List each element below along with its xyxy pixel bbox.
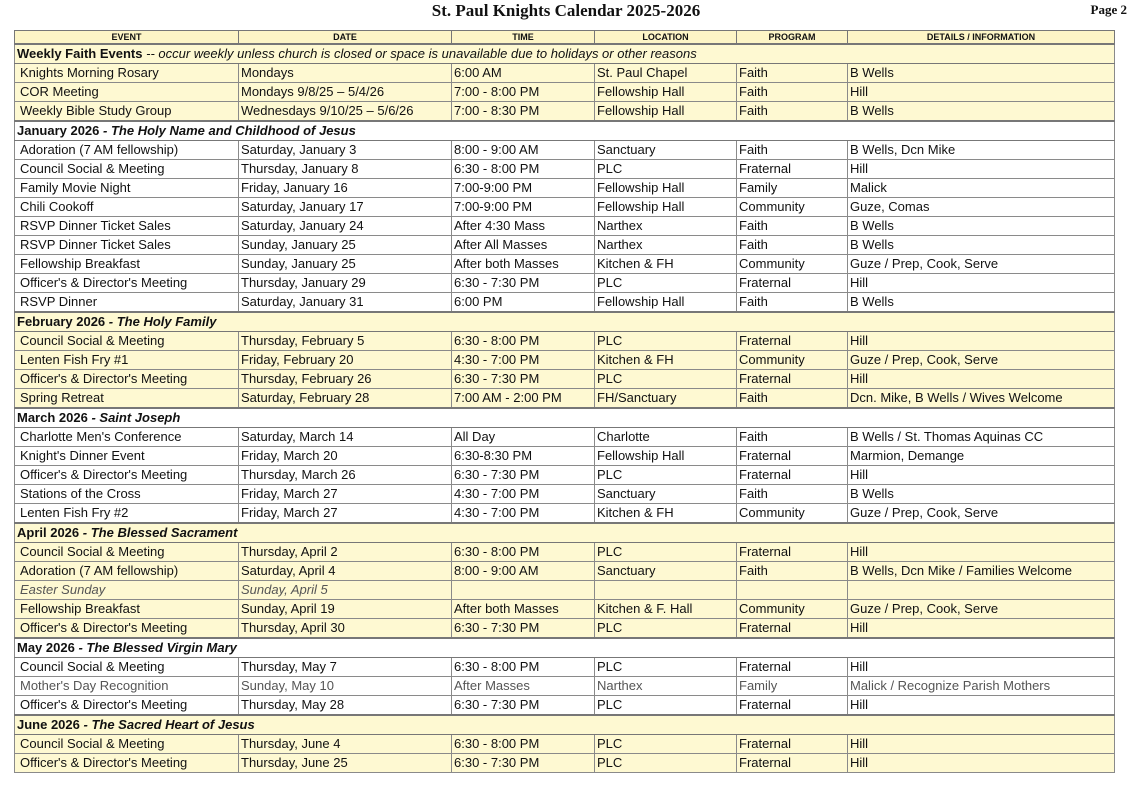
calendar-table xyxy=(14,30,1115,773)
cell-date: Friday, March 27 xyxy=(239,485,452,504)
cell-event: Lenten Fish Fry #1 xyxy=(15,351,239,370)
cell-date: Thursday, April 30 xyxy=(239,619,452,639)
cell-location: PLC xyxy=(595,754,737,773)
section-subtitle: - Saint Joseph xyxy=(91,410,181,425)
cell-time xyxy=(452,581,595,600)
cell-time: 6:30 - 8:00 PM xyxy=(452,332,595,351)
cell-event: Officer's & Director's Meeting xyxy=(15,466,239,485)
table-row xyxy=(15,198,1115,217)
cell-details: B Wells, Dcn Mike / Families Welcome xyxy=(848,562,1115,581)
cell-event: Knights Morning Rosary xyxy=(15,64,239,83)
cell-details: Hill xyxy=(848,658,1115,677)
cell-details: Hill xyxy=(848,370,1115,389)
cell-location: Narthex xyxy=(595,217,737,236)
cell-location: PLC xyxy=(595,274,737,293)
section-header xyxy=(15,715,1115,735)
cell-location: PLC xyxy=(595,370,737,389)
cell-details: Hill xyxy=(848,735,1115,754)
cell-location: Fellowship Hall xyxy=(595,83,737,102)
cell-time: 7:00 - 8:30 PM xyxy=(452,102,595,122)
cell-date: Friday, March 27 xyxy=(239,504,452,524)
cell-date: Saturday, February 28 xyxy=(239,389,452,409)
cell-location: Fellowship Hall xyxy=(595,447,737,466)
cell-event: Mother's Day Recognition xyxy=(15,677,239,696)
cell-program: Faith xyxy=(737,83,848,102)
section-title-cell xyxy=(15,312,1115,332)
cell-date: Thursday, March 26 xyxy=(239,466,452,485)
cell-location: Narthex xyxy=(595,677,737,696)
table-row xyxy=(15,332,1115,351)
cell-program: Community xyxy=(737,504,848,524)
cell-date: Thursday, June 25 xyxy=(239,754,452,773)
table-row xyxy=(15,274,1115,293)
cell-event: Council Social & Meeting xyxy=(15,332,239,351)
cell-program: Fraternal xyxy=(737,466,848,485)
table-row xyxy=(15,485,1115,504)
cell-date: Saturday, January 17 xyxy=(239,198,452,217)
cell-date: Thursday, June 4 xyxy=(239,735,452,754)
cell-program: Faith xyxy=(737,562,848,581)
section-header xyxy=(15,312,1115,332)
cell-program: Fraternal xyxy=(737,619,848,639)
section-title-cell xyxy=(15,44,1115,64)
table-row xyxy=(15,370,1115,389)
section-subtitle: - The Blessed Sacrament xyxy=(82,525,238,540)
cell-program: Fraternal xyxy=(737,735,848,754)
cell-program: Family xyxy=(737,179,848,198)
cell-program: Faith xyxy=(737,141,848,160)
cell-date: Thursday, May 7 xyxy=(239,658,452,677)
column-header-date: DATE xyxy=(239,31,452,45)
cell-time: 6:30 - 8:00 PM xyxy=(452,735,595,754)
table-row xyxy=(15,466,1115,485)
cell-details: Marmion, Demange xyxy=(848,447,1115,466)
cell-program: Fraternal xyxy=(737,370,848,389)
section-header xyxy=(15,638,1115,658)
cell-date: Saturday, January 31 xyxy=(239,293,452,313)
cell-time: 4:30 - 7:00 PM xyxy=(452,351,595,370)
cell-program: Fraternal xyxy=(737,696,848,716)
column-header-location: LOCATION xyxy=(595,31,737,45)
table-row xyxy=(15,351,1115,370)
cell-event: Adoration (7 AM fellowship) xyxy=(15,141,239,160)
cell-program: Faith xyxy=(737,485,848,504)
table-row xyxy=(15,179,1115,198)
table-row xyxy=(15,83,1115,102)
cell-location: PLC xyxy=(595,735,737,754)
cell-time: 7:00-9:00 PM xyxy=(452,198,595,217)
cell-location: Kitchen & FH xyxy=(595,504,737,524)
table-row xyxy=(15,447,1115,466)
cell-event: Knight's Dinner Event xyxy=(15,447,239,466)
cell-location xyxy=(595,581,737,600)
cell-date: Mondays xyxy=(239,64,452,83)
cell-details: Guze, Comas xyxy=(848,198,1115,217)
cell-location: Fellowship Hall xyxy=(595,198,737,217)
cell-location: PLC xyxy=(595,543,737,562)
section-title-cell xyxy=(15,523,1115,543)
cell-details xyxy=(848,581,1115,600)
cell-event: Officer's & Director's Meeting xyxy=(15,370,239,389)
cell-time: 8:00 - 9:00 AM xyxy=(452,141,595,160)
cell-date: Wednesdays 9/10/25 – 5/6/26 xyxy=(239,102,452,122)
table-row xyxy=(15,389,1115,409)
cell-event: Officer's & Director's Meeting xyxy=(15,754,239,773)
cell-details: Hill xyxy=(848,619,1115,639)
section-title-cell xyxy=(15,408,1115,428)
cell-program: Faith xyxy=(737,389,848,409)
cell-time: After both Masses xyxy=(452,600,595,619)
table-row xyxy=(15,581,1115,600)
cell-date: Thursday, February 26 xyxy=(239,370,452,389)
cell-location: Fellowship Hall xyxy=(595,179,737,198)
cell-details: B Wells xyxy=(848,293,1115,313)
cell-event: Council Social & Meeting xyxy=(15,658,239,677)
cell-details: Hill xyxy=(848,543,1115,562)
cell-time: 6:30 - 7:30 PM xyxy=(452,370,595,389)
cell-event: RSVP Dinner Ticket Sales xyxy=(15,217,239,236)
cell-event: Spring Retreat xyxy=(15,389,239,409)
cell-time: 6:30 - 8:00 PM xyxy=(452,543,595,562)
table-row xyxy=(15,255,1115,274)
section-title-cell xyxy=(15,638,1115,658)
cell-program: Faith xyxy=(737,217,848,236)
cell-location: Sanctuary xyxy=(595,141,737,160)
cell-location: Narthex xyxy=(595,236,737,255)
cell-program: Community xyxy=(737,351,848,370)
cell-location: Sanctuary xyxy=(595,562,737,581)
table-row xyxy=(15,696,1115,716)
cell-details: Dcn. Mike, B Wells / Wives Welcome xyxy=(848,389,1115,409)
cell-time: 7:00 - 8:00 PM xyxy=(452,83,595,102)
section-title: June 2026 xyxy=(17,717,80,732)
cell-location: Charlotte xyxy=(595,428,737,447)
cell-date: Mondays 9/8/25 – 5/4/26 xyxy=(239,83,452,102)
cell-time: 6:30 - 7:30 PM xyxy=(452,274,595,293)
section-title: February 2026 xyxy=(17,314,106,329)
section-subtitle: - The Sacred Heart of Jesus xyxy=(83,717,255,732)
table-row xyxy=(15,102,1115,122)
cell-event: Fellowship Breakfast xyxy=(15,255,239,274)
cell-time: 6:30 - 8:00 PM xyxy=(452,160,595,179)
cell-program: Community xyxy=(737,198,848,217)
cell-date: Sunday, January 25 xyxy=(239,255,452,274)
cell-event: RSVP Dinner Ticket Sales xyxy=(15,236,239,255)
cell-location: Fellowship Hall xyxy=(595,102,737,122)
column-header-event: EVENT xyxy=(15,31,239,45)
cell-event: COR Meeting xyxy=(15,83,239,102)
cell-time: 6:30 - 7:30 PM xyxy=(452,619,595,639)
cell-program: Fraternal xyxy=(737,274,848,293)
column-header-program: PROGRAM xyxy=(737,31,848,45)
cell-time: 6:30 - 7:30 PM xyxy=(452,466,595,485)
section-title-cell xyxy=(15,121,1115,141)
cell-details: Guze / Prep, Cook, Serve xyxy=(848,504,1115,524)
page-number: Page 2 xyxy=(1090,2,1127,17)
cell-location: PLC xyxy=(595,466,737,485)
table-row xyxy=(15,160,1115,179)
cell-program xyxy=(737,581,848,600)
cell-details: Guze / Prep, Cook, Serve xyxy=(848,255,1115,274)
cell-event: Easter Sunday xyxy=(15,581,239,600)
cell-event: RSVP Dinner xyxy=(15,293,239,313)
cell-program: Faith xyxy=(737,428,848,447)
table-row xyxy=(15,677,1115,696)
cell-program: Fraternal xyxy=(737,332,848,351)
cell-time: 6:30 - 8:00 PM xyxy=(452,658,595,677)
cell-location: Kitchen & FH xyxy=(595,351,737,370)
cell-details: Guze / Prep, Cook, Serve xyxy=(848,351,1115,370)
cell-date: Sunday, May 10 xyxy=(239,677,452,696)
cell-details: B Wells xyxy=(848,64,1115,83)
cell-details: Hill xyxy=(848,160,1115,179)
cell-time: After both Masses xyxy=(452,255,595,274)
table-row xyxy=(15,64,1115,83)
cell-date: Thursday, April 2 xyxy=(239,543,452,562)
cell-time: After Masses xyxy=(452,677,595,696)
cell-date: Friday, January 16 xyxy=(239,179,452,198)
table-row xyxy=(15,600,1115,619)
cell-date: Thursday, February 5 xyxy=(239,332,452,351)
cell-time: 6:30 - 7:30 PM xyxy=(452,696,595,716)
cell-program: Community xyxy=(737,255,848,274)
cell-details: Hill xyxy=(848,83,1115,102)
section-subtitle: -- occur weekly unless church is closed or space is unavailable due to holidays or other reasons xyxy=(146,46,697,61)
cell-date: Friday, February 20 xyxy=(239,351,452,370)
section-header xyxy=(15,121,1115,141)
cell-location: PLC xyxy=(595,658,737,677)
cell-event: Weekly Bible Study Group xyxy=(15,102,239,122)
table-header xyxy=(15,31,1115,45)
cell-event: Fellowship Breakfast xyxy=(15,600,239,619)
table-row xyxy=(15,217,1115,236)
section-subtitle: - The Holy Name and Childhood of Jesus xyxy=(103,123,356,138)
cell-program: Fraternal xyxy=(737,658,848,677)
cell-details: B Wells xyxy=(848,236,1115,255)
cell-time: 8:00 - 9:00 AM xyxy=(452,562,595,581)
section-title: January 2026 xyxy=(17,123,100,138)
cell-event: Lenten Fish Fry #2 xyxy=(15,504,239,524)
cell-event: Adoration (7 AM fellowship) xyxy=(15,562,239,581)
cell-event: Chili Cookoff xyxy=(15,198,239,217)
cell-date: Friday, March 20 xyxy=(239,447,452,466)
cell-event: Charlotte Men's Conference xyxy=(15,428,239,447)
section-title: April 2026 xyxy=(17,525,80,540)
section-title-cell xyxy=(15,715,1115,735)
cell-date: Thursday, May 28 xyxy=(239,696,452,716)
cell-event: Officer's & Director's Meeting xyxy=(15,619,239,639)
cell-details: B Wells xyxy=(848,217,1115,236)
section-title: Weekly Faith Events xyxy=(17,46,143,61)
cell-location: St. Paul Chapel xyxy=(595,64,737,83)
cell-time: 4:30 - 7:00 PM xyxy=(452,504,595,524)
cell-program: Community xyxy=(737,600,848,619)
cell-details: Hill xyxy=(848,332,1115,351)
cell-program: Faith xyxy=(737,293,848,313)
table-row xyxy=(15,658,1115,677)
cell-time: 4:30 - 7:00 PM xyxy=(452,485,595,504)
cell-date: Sunday, April 5 xyxy=(239,581,452,600)
cell-location: PLC xyxy=(595,160,737,179)
cell-program: Fraternal xyxy=(737,754,848,773)
cell-details: Hill xyxy=(848,754,1115,773)
cell-program: Fraternal xyxy=(737,447,848,466)
cell-location: Fellowship Hall xyxy=(595,293,737,313)
table-row xyxy=(15,236,1115,255)
cell-time: 7:00 AM - 2:00 PM xyxy=(452,389,595,409)
cell-program: Family xyxy=(737,677,848,696)
cell-details: B Wells / St. Thomas Aquinas CC xyxy=(848,428,1115,447)
table-row xyxy=(15,562,1115,581)
cell-date: Saturday, January 24 xyxy=(239,217,452,236)
cell-details: B Wells xyxy=(848,102,1115,122)
cell-location: FH/Sanctuary xyxy=(595,389,737,409)
cell-time: After All Masses xyxy=(452,236,595,255)
cell-program: Fraternal xyxy=(737,160,848,179)
cell-date: Thursday, January 29 xyxy=(239,274,452,293)
section-subtitle: - The Blessed Virgin Mary xyxy=(78,640,237,655)
table-row xyxy=(15,141,1115,160)
cell-details: Hill xyxy=(848,466,1115,485)
cell-date: Sunday, January 25 xyxy=(239,236,452,255)
cell-time: All Day xyxy=(452,428,595,447)
cell-details: Hill xyxy=(848,696,1115,716)
cell-program: Fraternal xyxy=(737,543,848,562)
table-row xyxy=(15,504,1115,524)
cell-event: Family Movie Night xyxy=(15,179,239,198)
cell-program: Faith xyxy=(737,64,848,83)
table-row xyxy=(15,619,1115,639)
table-row xyxy=(15,735,1115,754)
table-row xyxy=(15,293,1115,313)
cell-program: Faith xyxy=(737,102,848,122)
table-row xyxy=(15,754,1115,773)
cell-event: Officer's & Director's Meeting xyxy=(15,274,239,293)
cell-location: Sanctuary xyxy=(595,485,737,504)
column-header-details: DETAILS / INFORMATION xyxy=(848,31,1115,45)
cell-event: Council Social & Meeting xyxy=(15,735,239,754)
cell-location: PLC xyxy=(595,332,737,351)
cell-details: B Wells xyxy=(848,485,1115,504)
cell-date: Saturday, March 14 xyxy=(239,428,452,447)
section-subtitle: - The Holy Family xyxy=(108,314,217,329)
cell-details: Malick xyxy=(848,179,1115,198)
cell-event: Stations of the Cross xyxy=(15,485,239,504)
cell-date: Thursday, January 8 xyxy=(239,160,452,179)
cell-details: Malick / Recognize Parish Mothers xyxy=(848,677,1115,696)
cell-location: Kitchen & F. Hall xyxy=(595,600,737,619)
cell-time: 6:00 AM xyxy=(452,64,595,83)
cell-time: 7:00-9:00 PM xyxy=(452,179,595,198)
cell-time: After 4:30 Mass xyxy=(452,217,595,236)
table-row xyxy=(15,428,1115,447)
cell-event: Council Social & Meeting xyxy=(15,160,239,179)
cell-details: B Wells, Dcn Mike xyxy=(848,141,1115,160)
cell-time: 6:00 PM xyxy=(452,293,595,313)
table-row xyxy=(15,543,1115,562)
page-title: St. Paul Knights Calendar 2025-2026 xyxy=(431,1,701,20)
section-header xyxy=(15,44,1115,64)
cell-details: Hill xyxy=(848,274,1115,293)
cell-date: Saturday, January 3 xyxy=(239,141,452,160)
column-header-time: TIME xyxy=(452,31,595,45)
cell-location: PLC xyxy=(595,696,737,716)
cell-details: Guze / Prep, Cook, Serve xyxy=(848,600,1115,619)
cell-time: 6:30 - 7:30 PM xyxy=(452,754,595,773)
section-title: May 2026 xyxy=(17,640,75,655)
cell-location: PLC xyxy=(595,619,737,639)
section-header xyxy=(15,408,1115,428)
section-header xyxy=(15,523,1115,543)
cell-event: Officer's & Director's Meeting xyxy=(15,696,239,716)
cell-time: 6:30-8:30 PM xyxy=(452,447,595,466)
cell-date: Saturday, April 4 xyxy=(239,562,452,581)
cell-date: Sunday, April 19 xyxy=(239,600,452,619)
section-title: March 2026 xyxy=(17,410,88,425)
cell-location: Kitchen & FH xyxy=(595,255,737,274)
cell-event: Council Social & Meeting xyxy=(15,543,239,562)
cell-program: Faith xyxy=(737,236,848,255)
